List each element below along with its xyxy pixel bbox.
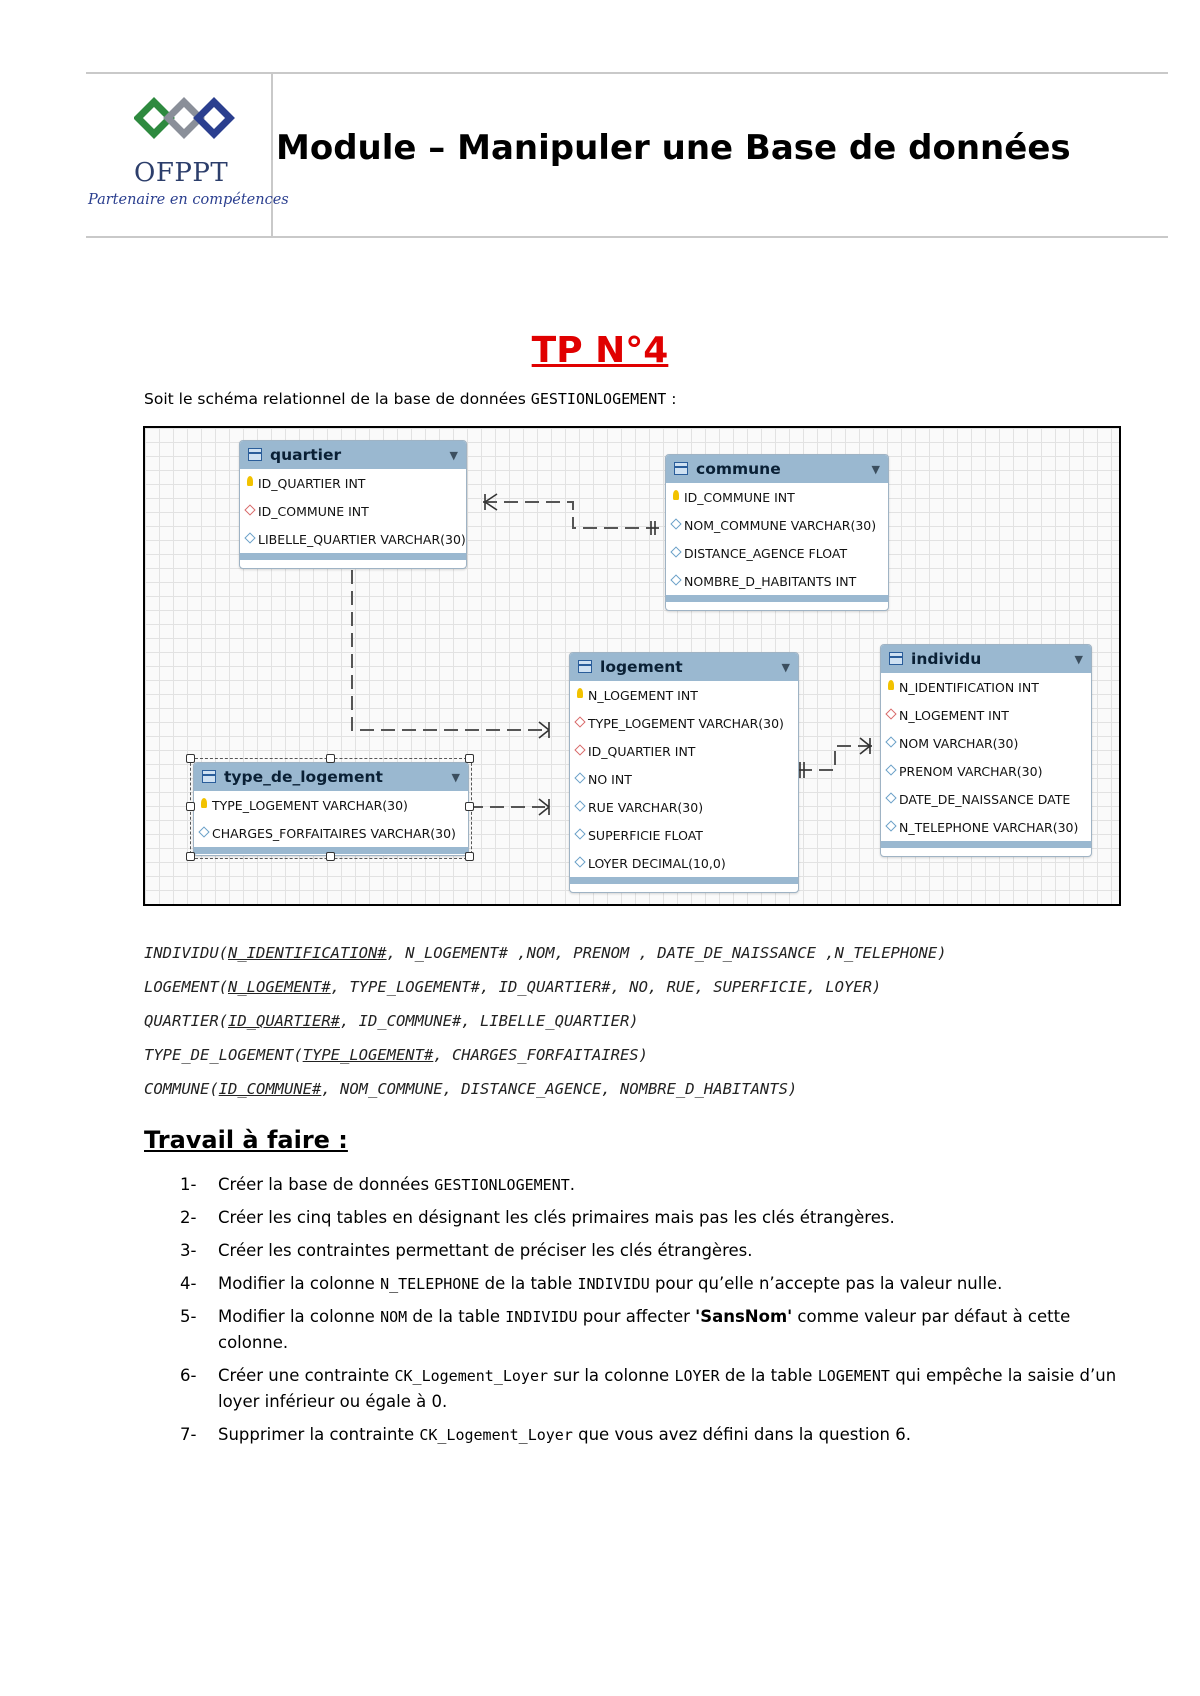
entity-name: individu — [911, 650, 982, 668]
task-number: 5- — [180, 1307, 197, 1326]
task-text-part: Créer la base de données — [218, 1175, 435, 1194]
schema-primary-key: ID_QUARTIER# — [228, 1012, 340, 1030]
column-text: TYPE_LOGEMENT VARCHAR(30) — [588, 716, 784, 731]
column-row[interactable] — [570, 737, 798, 765]
chevron-down-icon[interactable]: ▼ — [871, 463, 880, 476]
column-icon — [670, 518, 681, 529]
entity-quartier[interactable] — [239, 440, 467, 569]
column-list — [666, 483, 888, 595]
task-number: 3- — [180, 1241, 197, 1260]
primary-key-icon — [577, 688, 583, 698]
module-title: Module – Manipuler une Base de données — [276, 128, 1071, 168]
header-top-rule — [86, 72, 1168, 74]
column-text: DISTANCE_AGENCE FLOAT — [684, 546, 848, 561]
column-text: ID_COMMUNE INT — [684, 490, 795, 505]
entity-footer — [570, 877, 798, 884]
task-item — [180, 1422, 1120, 1448]
schema-row — [144, 944, 947, 978]
column-text: LIBELLE_QUARTIER VARCHAR(30) — [258, 532, 466, 547]
resize-handle[interactable] — [465, 852, 474, 861]
logo-name: OFPPT — [134, 158, 229, 188]
column-icon — [885, 792, 896, 803]
task-text-part: sur la colonne — [548, 1366, 675, 1385]
column-row[interactable] — [194, 791, 468, 819]
task-text — [218, 1425, 911, 1444]
ofppt-logo-mark — [134, 96, 244, 154]
entity-header[interactable] — [194, 763, 468, 791]
work-title: Travail à faire : — [144, 1126, 348, 1154]
column-text: NOM_COMMUNE VARCHAR(30) — [684, 518, 877, 533]
schema-primary-key: N_IDENTIFICATION# — [228, 944, 387, 962]
task-code: CK_Logement_Loyer — [419, 1426, 573, 1444]
column-row[interactable] — [240, 525, 466, 553]
column-row[interactable] — [666, 511, 888, 539]
task-text-part: de la table — [407, 1307, 506, 1326]
entity-header[interactable] — [666, 455, 888, 483]
schema-table: INDIVIDU — [144, 944, 219, 962]
schema-table: LOGEMENT — [144, 978, 219, 996]
schema-row — [144, 1080, 947, 1114]
column-text: SUPERFICIE FLOAT — [588, 828, 703, 843]
task-text-part: que vous avez défini dans la question 6. — [572, 1425, 911, 1444]
column-text: NOMBRE_D_HABITANTS INT — [684, 574, 857, 589]
ofppt-logo — [86, 96, 289, 216]
entity-name: commune — [696, 460, 781, 478]
column-row[interactable] — [666, 539, 888, 567]
entity-logement[interactable] — [569, 652, 799, 893]
task-code: INDIVIDU — [577, 1275, 650, 1293]
schema-attributes: , CHARGES_FORFAITAIRES) — [433, 1046, 648, 1064]
task-text — [218, 1366, 1116, 1411]
column-text: N_IDENTIFICATION INT — [899, 680, 1039, 695]
task-text-part: Supprimer la contrainte — [218, 1425, 420, 1444]
intro-before: Soit le schéma relationnel de la base de données — [144, 390, 531, 408]
schema-paren: ( — [218, 978, 228, 996]
column-text: ID_QUARTIER INT — [258, 476, 366, 491]
column-icon — [885, 820, 896, 831]
schema-primary-key: TYPE_LOGEMENT# — [302, 1046, 434, 1064]
column-icon — [198, 826, 209, 837]
column-row[interactable] — [666, 567, 888, 595]
entity-footer — [881, 841, 1091, 848]
entity-commune[interactable] — [665, 454, 889, 611]
task-list — [180, 1172, 1120, 1455]
task-item — [180, 1172, 1120, 1198]
table-icon — [202, 770, 216, 783]
column-text: N_LOGEMENT INT — [588, 688, 698, 703]
task-text-part: pour affecter — [577, 1307, 696, 1326]
schema-attributes: , N_LOGEMENT# ,NOM, PRENOM , DATE_DE_NAISSANCE ,N_TELEPHONE) — [386, 944, 947, 962]
entity-footer — [666, 595, 888, 602]
column-row[interactable] — [666, 483, 888, 511]
column-row[interactable] — [881, 729, 1091, 757]
schema-row — [144, 1046, 947, 1080]
column-text: NO INT — [588, 772, 632, 787]
column-list — [881, 673, 1091, 841]
rel-quartier-commune — [483, 502, 659, 528]
task-number: 4- — [180, 1274, 197, 1293]
task-item — [180, 1238, 1120, 1264]
resize-handle[interactable] — [465, 802, 474, 811]
column-text: N_TELEPHONE VARCHAR(30) — [899, 820, 1079, 835]
chevron-down-icon[interactable]: ▼ — [451, 771, 460, 784]
task-code: LOYER — [674, 1367, 720, 1385]
column-row[interactable] — [570, 821, 798, 849]
column-text: DATE_DE_NAISSANCE DATE — [899, 792, 1071, 807]
header-bottom-rule — [86, 236, 1168, 238]
foreign-key-icon — [885, 708, 896, 719]
task-text — [218, 1208, 895, 1227]
column-row[interactable] — [194, 819, 468, 847]
task-text-part: de la table — [479, 1274, 578, 1293]
task-text-part: Créer une contrainte — [218, 1366, 395, 1385]
schema-row — [144, 978, 947, 1012]
column-icon — [574, 856, 585, 867]
schema-paren: ( — [218, 1012, 228, 1030]
task-text — [218, 1241, 753, 1260]
column-text: RUE VARCHAR(30) — [588, 800, 704, 815]
task-text-part: qui empêche la saisie d’un loyer inférieur ou égale à 0. — [218, 1366, 1117, 1411]
task-text-part: Modifier la colonne — [218, 1307, 381, 1326]
er-diagram — [143, 426, 1121, 906]
resize-handle[interactable] — [186, 852, 195, 861]
task-text-part: comme valeur par défaut à cette colonne. — [218, 1307, 1071, 1352]
task-number: 1- — [180, 1175, 197, 1194]
schema-paren: ( — [218, 944, 228, 962]
column-icon — [885, 736, 896, 747]
column-text: ID_QUARTIER INT — [588, 744, 696, 759]
column-text: TYPE_LOGEMENT VARCHAR(30) — [212, 798, 408, 813]
task-code: N_TELEPHONE — [380, 1275, 480, 1293]
entity-header[interactable] — [881, 645, 1091, 673]
schema-table: QUARTIER — [144, 1012, 219, 1030]
column-row[interactable] — [881, 673, 1091, 701]
column-row[interactable] — [570, 793, 798, 821]
column-list — [194, 791, 468, 847]
relational-schema — [144, 944, 947, 1114]
table-icon — [248, 448, 262, 461]
primary-key-icon — [673, 490, 679, 500]
schema-attributes: , ID_COMMUNE#, LIBELLE_QUARTIER) — [339, 1012, 639, 1030]
column-row[interactable] — [240, 497, 466, 525]
table-icon — [578, 660, 592, 673]
foreign-key-icon — [574, 744, 585, 755]
tp-title: TP N°4 — [531, 330, 669, 371]
entity-name: logement — [600, 658, 683, 676]
resize-handle[interactable] — [186, 802, 195, 811]
column-icon — [885, 764, 896, 775]
entity-individu[interactable] — [880, 644, 1092, 857]
table-icon — [889, 652, 903, 665]
column-list — [240, 469, 466, 553]
entity-name: type_de_logement — [224, 768, 383, 786]
schema-attributes: , NOM_COMMUNE, DISTANCE_AGENCE, NOMBRE_D_HABITANTS) — [321, 1080, 798, 1098]
column-icon — [574, 772, 585, 783]
intro-after: : — [666, 390, 677, 408]
task-number: 2- — [180, 1208, 197, 1227]
column-row[interactable] — [570, 765, 798, 793]
task-code: LOGEMENT — [817, 1367, 890, 1385]
primary-key-icon — [201, 798, 207, 808]
column-text: ID_COMMUNE INT — [258, 504, 369, 519]
task-text-part: de la table — [719, 1366, 818, 1385]
task-code: INDIVIDU — [505, 1308, 578, 1326]
column-text: N_LOGEMENT INT — [899, 708, 1009, 723]
column-row[interactable] — [881, 701, 1091, 729]
primary-key-icon — [888, 680, 894, 690]
schema-attributes: , TYPE_LOGEMENT#, ID_QUARTIER#, NO, RUE, SUPERFICIE, LOYER) — [330, 978, 882, 996]
schema-table: TYPE_DE_LOGEMENT — [144, 1046, 294, 1064]
task-text — [218, 1307, 1070, 1352]
task-code: NOM — [380, 1308, 408, 1326]
table-icon — [674, 462, 688, 475]
column-icon — [670, 546, 681, 557]
entity-type-de-logement[interactable] — [193, 762, 469, 856]
entity-footer — [240, 553, 466, 560]
task-item — [180, 1205, 1120, 1231]
resize-handle[interactable] — [186, 754, 195, 763]
column-row[interactable] — [570, 681, 798, 709]
task-text-part: . — [569, 1175, 576, 1194]
task-text-part: Créer les contraintes permettant de préciser les clés étrangères. — [218, 1241, 753, 1260]
task-number: 6- — [180, 1366, 197, 1385]
task-text — [218, 1274, 1002, 1293]
task-text-part: Créer les cinq tables en désignant les clés primaires mais pas les clés étrangères. — [218, 1208, 895, 1227]
column-text: PRENOM VARCHAR(30) — [899, 764, 1043, 779]
task-code: GESTIONLOGEMENT — [434, 1176, 570, 1194]
task-text-part: pour qu’elle n’accepte pas la valeur nulle. — [649, 1274, 1003, 1293]
schema-primary-key: ID_COMMUNE# — [218, 1080, 322, 1098]
schema-table: COMMUNE — [144, 1080, 210, 1098]
column-row[interactable] — [570, 709, 798, 737]
resize-handle[interactable] — [465, 754, 474, 763]
rel-quartier-logement — [352, 570, 545, 730]
column-row[interactable] — [570, 849, 798, 877]
chevron-down-icon[interactable]: ▼ — [1074, 653, 1083, 666]
column-row[interactable] — [881, 813, 1091, 841]
logo-tagline: Partenaire en compétences — [88, 192, 289, 208]
column-icon — [574, 800, 585, 811]
intro-text — [144, 390, 676, 408]
column-icon — [574, 828, 585, 839]
task-text — [218, 1175, 575, 1194]
task-code: CK_Logement_Loyer — [394, 1367, 549, 1385]
intro-db-name: GESTIONLOGEMENT — [530, 390, 667, 408]
task-item — [180, 1304, 1120, 1356]
column-text: CHARGES_FORFAITAIRES VARCHAR(30) — [212, 826, 456, 841]
column-row[interactable] — [881, 785, 1091, 813]
resize-handle[interactable] — [326, 852, 335, 861]
entity-name: quartier — [270, 446, 342, 464]
schema-row — [144, 1012, 947, 1046]
column-row[interactable] — [240, 469, 466, 497]
foreign-key-icon — [574, 716, 585, 727]
entity-header[interactable] — [240, 441, 466, 469]
column-icon — [244, 532, 255, 543]
schema-paren: ( — [209, 1080, 219, 1098]
column-text: NOM VARCHAR(30) — [899, 736, 1019, 751]
schema-primary-key: N_LOGEMENT# — [228, 978, 331, 996]
task-emphasis: 'SansNom' — [695, 1307, 793, 1326]
task-item — [180, 1271, 1120, 1297]
task-number: 7- — [180, 1425, 197, 1444]
column-icon — [670, 574, 681, 585]
schema-paren: ( — [293, 1046, 303, 1064]
column-list — [570, 681, 798, 877]
task-item — [180, 1363, 1120, 1415]
resize-handle[interactable] — [326, 754, 335, 763]
primary-key-icon — [247, 476, 253, 486]
entity-header[interactable] — [570, 653, 798, 681]
column-row[interactable] — [881, 757, 1091, 785]
foreign-key-icon — [244, 504, 255, 515]
column-text: LOYER DECIMAL(10,0) — [588, 856, 726, 871]
chevron-down-icon[interactable]: ▼ — [781, 661, 790, 674]
chevron-down-icon[interactable]: ▼ — [449, 449, 458, 462]
task-text-part: Modifier la colonne — [218, 1274, 381, 1293]
